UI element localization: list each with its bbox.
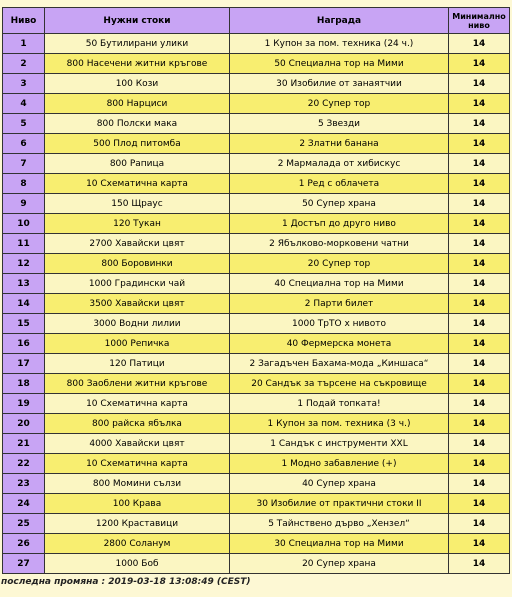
needed-goods-cell: 10 Схематична карта	[45, 394, 230, 414]
reward-cell: 5 Звезди	[230, 114, 449, 134]
table-row	[3, 94, 510, 114]
table-row	[3, 414, 510, 434]
needed-goods-cell: 3500 Хавайски цвят	[45, 294, 230, 314]
reward-cell: 40 Специална тор на Мими	[230, 274, 449, 294]
min-level-cell: 14	[449, 294, 510, 314]
level-cell: 3	[3, 74, 45, 94]
reward-cell: 20 Супер тор	[230, 94, 449, 114]
min-level-cell: 14	[449, 194, 510, 214]
rewards-table	[2, 7, 510, 574]
needed-goods-cell: 100 Кози	[45, 74, 230, 94]
needed-goods-cell: 3000 Водни лилии	[45, 314, 230, 334]
table-row	[3, 294, 510, 314]
table-header-row	[3, 8, 510, 34]
min-level-cell: 14	[449, 234, 510, 254]
level-cell: 27	[3, 554, 45, 574]
reward-cell: 2 Ябълково-морковени чатни	[230, 234, 449, 254]
min-level-cell: 14	[449, 554, 510, 574]
reward-cell: 1 Ред с облачета	[230, 174, 449, 194]
reward-cell: 30 Изобилие от занаятчии	[230, 74, 449, 94]
level-cell: 26	[3, 534, 45, 554]
needed-goods-cell: 1200 Краставици	[45, 514, 230, 534]
table-row	[3, 54, 510, 74]
reward-cell: 40 Супер храна	[230, 474, 449, 494]
level-cell: 4	[3, 94, 45, 114]
min-level-cell: 14	[449, 414, 510, 434]
needed-goods-cell: 100 Крава	[45, 494, 230, 514]
reward-cell: 1000 ТрТО х нивото	[230, 314, 449, 334]
needed-goods-cell: 800 Полски мака	[45, 114, 230, 134]
header-min-level-line1: Минимално	[452, 11, 506, 21]
min-level-cell: 14	[449, 134, 510, 154]
table-row	[3, 34, 510, 54]
level-cell: 10	[3, 214, 45, 234]
min-level-cell: 14	[449, 394, 510, 414]
table-row	[3, 354, 510, 374]
min-level-cell: 14	[449, 114, 510, 134]
needed-goods-cell: 800 райска ябълка	[45, 414, 230, 434]
reward-cell: 1 Купон за пом. техника (24 ч.)	[230, 34, 449, 54]
level-cell: 25	[3, 514, 45, 534]
table-row	[3, 114, 510, 134]
table-row	[3, 554, 510, 574]
table-row	[3, 314, 510, 334]
level-cell: 14	[3, 294, 45, 314]
min-level-cell: 14	[449, 34, 510, 54]
reward-cell: 20 Супер тор	[230, 254, 449, 274]
level-cell: 17	[3, 354, 45, 374]
table-row	[3, 154, 510, 174]
min-level-cell: 14	[449, 94, 510, 114]
level-cell: 22	[3, 454, 45, 474]
needed-goods-cell: 10 Схематична карта	[45, 454, 230, 474]
level-cell: 21	[3, 434, 45, 454]
level-cell: 24	[3, 494, 45, 514]
header-reward: Награда	[230, 8, 449, 34]
needed-goods-cell: 1000 Боб	[45, 554, 230, 574]
min-level-cell: 14	[449, 474, 510, 494]
reward-cell: 5 Тайнствено дърво „Хензел“	[230, 514, 449, 534]
table-row	[3, 254, 510, 274]
level-cell: 13	[3, 274, 45, 294]
table-row	[3, 234, 510, 254]
rewards-table-wrapper	[2, 7, 509, 574]
level-cell: 18	[3, 374, 45, 394]
needed-goods-cell: 10 Схематична карта	[45, 174, 230, 194]
needed-goods-cell: 800 Заоблени житни кръгове	[45, 374, 230, 394]
level-cell: 5	[3, 114, 45, 134]
level-cell: 23	[3, 474, 45, 494]
min-level-cell: 14	[449, 314, 510, 334]
table-row	[3, 494, 510, 514]
needed-goods-cell: 50 Бутилирани улики	[45, 34, 230, 54]
level-cell: 20	[3, 414, 45, 434]
table-row	[3, 434, 510, 454]
reward-cell: 30 Изобилие от практични стоки II	[230, 494, 449, 514]
min-level-cell: 14	[449, 494, 510, 514]
needed-goods-cell: 1000 Градински чай	[45, 274, 230, 294]
level-cell: 7	[3, 154, 45, 174]
table-row	[3, 214, 510, 234]
needed-goods-cell: 800 Момини сълзи	[45, 474, 230, 494]
needed-goods-cell: 800 Рапица	[45, 154, 230, 174]
reward-cell: 20 Сандък за търсене на съкровище	[230, 374, 449, 394]
reward-cell: 1 Достъп до друго ниво	[230, 214, 449, 234]
level-cell: 11	[3, 234, 45, 254]
min-level-cell: 14	[449, 534, 510, 554]
min-level-cell: 14	[449, 454, 510, 474]
reward-cell: 40 Фермерска монета	[230, 334, 449, 354]
table-row	[3, 514, 510, 534]
needed-goods-cell: 800 Боровинки	[45, 254, 230, 274]
needed-goods-cell: 1000 Репичка	[45, 334, 230, 354]
needed-goods-cell: 150 Щраус	[45, 194, 230, 214]
reward-cell: 50 Супер храна	[230, 194, 449, 214]
min-level-cell: 14	[449, 154, 510, 174]
reward-cell: 20 Супер храна	[230, 554, 449, 574]
reward-cell: 2 Златни банана	[230, 134, 449, 154]
min-level-cell: 14	[449, 374, 510, 394]
level-cell: 12	[3, 254, 45, 274]
min-level-cell: 14	[449, 274, 510, 294]
min-level-cell: 14	[449, 54, 510, 74]
needed-goods-cell: 2700 Хавайски цвят	[45, 234, 230, 254]
reward-cell: 1 Модно забавление (+)	[230, 454, 449, 474]
table-row	[3, 274, 510, 294]
needed-goods-cell: 800 Нарциси	[45, 94, 230, 114]
min-level-cell: 14	[449, 434, 510, 454]
reward-cell: 1 Купон за пом. техника (3 ч.)	[230, 414, 449, 434]
level-cell: 2	[3, 54, 45, 74]
needed-goods-cell: 500 Плод питомба	[45, 134, 230, 154]
table-row	[3, 454, 510, 474]
min-level-cell: 14	[449, 354, 510, 374]
last-modified-footer: последна промяна : 2019-03-18 13:08:49 (CEST)	[1, 577, 251, 587]
header-min-level-line2: ниво	[468, 20, 490, 30]
reward-cell: 30 Специална тор на Мими	[230, 534, 449, 554]
header-needed-goods: Нужни стоки	[45, 8, 230, 34]
min-level-cell: 14	[449, 514, 510, 534]
table-row	[3, 394, 510, 414]
reward-cell: 1 Подай топката!	[230, 394, 449, 414]
table-row	[3, 134, 510, 154]
header-min-level	[449, 8, 510, 34]
table-row	[3, 74, 510, 94]
min-level-cell: 14	[449, 334, 510, 354]
level-cell: 6	[3, 134, 45, 154]
reward-cell: 50 Специална тор на Мими	[230, 54, 449, 74]
level-cell: 1	[3, 34, 45, 54]
reward-cell: 2 Парти билет	[230, 294, 449, 314]
min-level-cell: 14	[449, 174, 510, 194]
level-cell: 19	[3, 394, 45, 414]
level-cell: 8	[3, 174, 45, 194]
reward-cell: 2 Мармалада от хибискус	[230, 154, 449, 174]
needed-goods-cell: 4000 Хавайски цвят	[45, 434, 230, 454]
reward-cell: 1 Сандък с инструменти XXL	[230, 434, 449, 454]
needed-goods-cell: 120 Патици	[45, 354, 230, 374]
level-cell: 9	[3, 194, 45, 214]
needed-goods-cell: 2800 Соланум	[45, 534, 230, 554]
header-level: Ниво	[3, 8, 45, 34]
table-row	[3, 194, 510, 214]
min-level-cell: 14	[449, 254, 510, 274]
level-cell: 15	[3, 314, 45, 334]
table-row	[3, 174, 510, 194]
table-row	[3, 534, 510, 554]
min-level-cell: 14	[449, 214, 510, 234]
needed-goods-cell: 120 Тукан	[45, 214, 230, 234]
table-row	[3, 474, 510, 494]
min-level-cell: 14	[449, 74, 510, 94]
reward-cell: 2 Загадъчен Бахама-мода „Киншаса“	[230, 354, 449, 374]
level-cell: 16	[3, 334, 45, 354]
table-row	[3, 374, 510, 394]
needed-goods-cell: 800 Насечени житни кръгове	[45, 54, 230, 74]
table-body	[3, 34, 510, 574]
table-row	[3, 334, 510, 354]
